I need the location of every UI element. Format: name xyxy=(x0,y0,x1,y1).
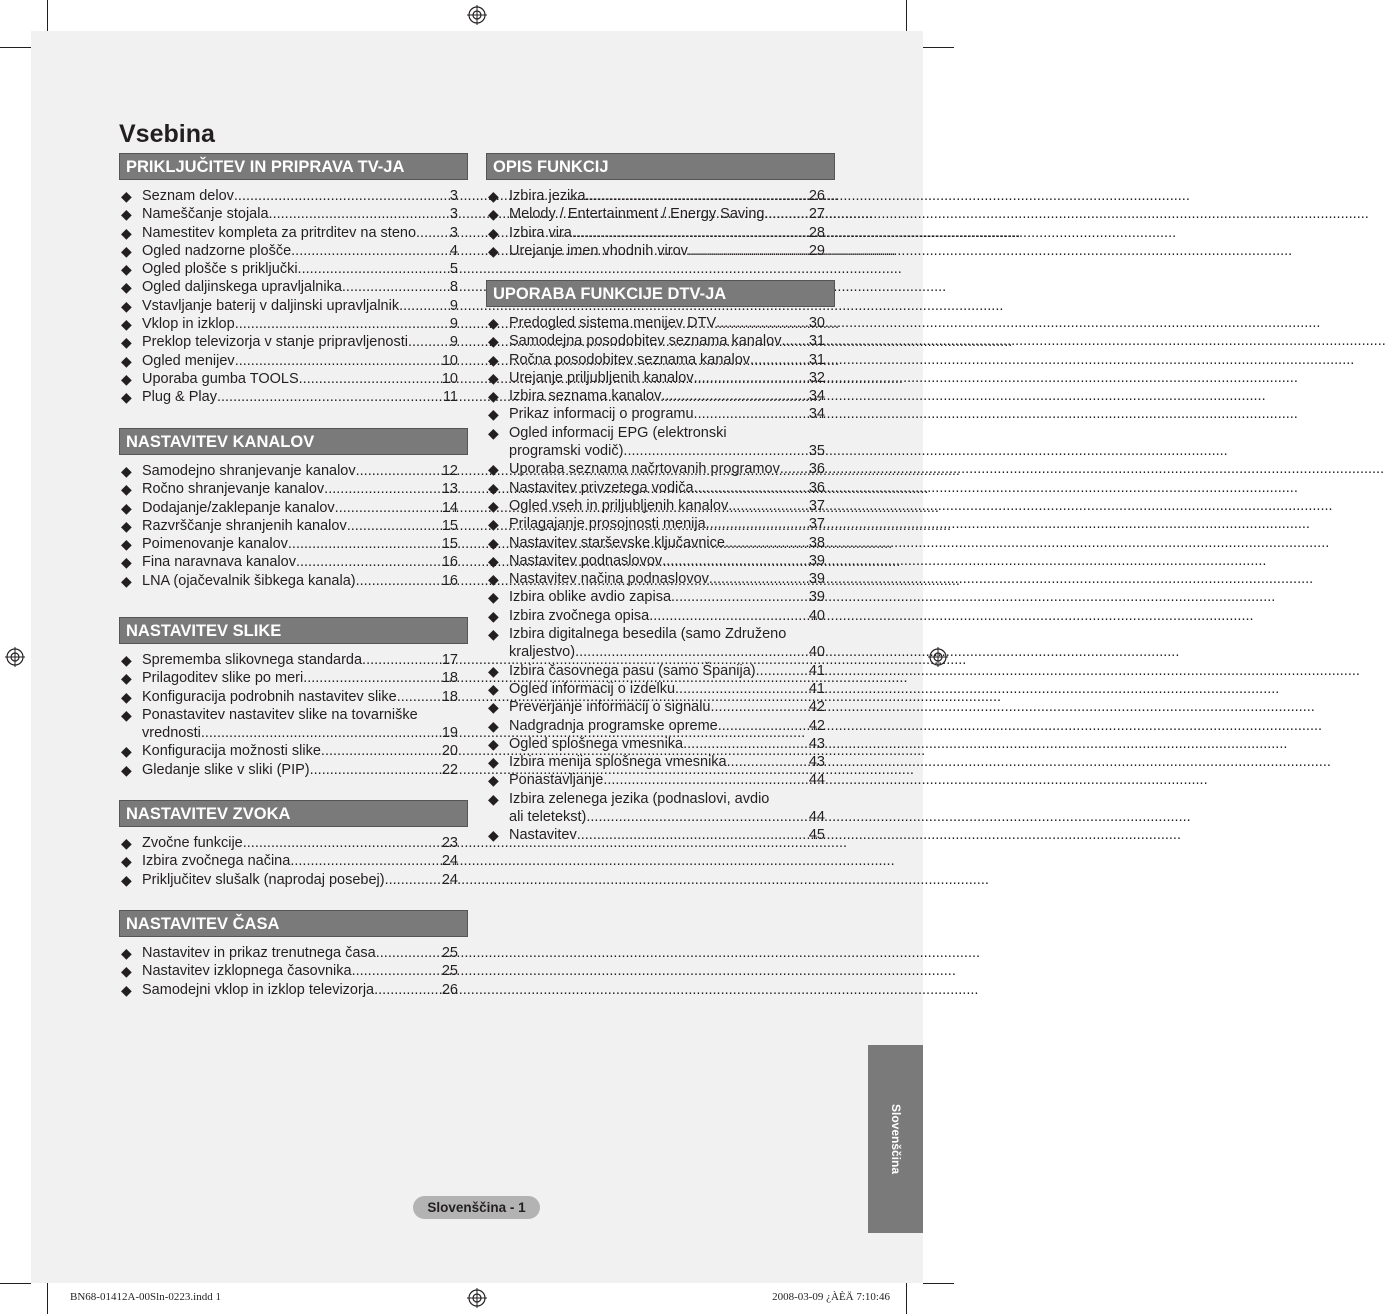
section-heading: NASTAVITEV SLIKE xyxy=(119,617,468,644)
toc-section xyxy=(486,153,835,260)
toc-entry xyxy=(486,205,835,223)
toc-entry-page: 30 xyxy=(808,315,825,331)
toc-entry-page: 20 xyxy=(441,743,458,760)
toc-entry-title: ◆ Plug & Play xyxy=(142,389,217,406)
toc-entry-title: ali teletekst) xyxy=(509,809,587,826)
toc-entry xyxy=(486,625,835,662)
crop-mark xyxy=(923,1283,954,1284)
toc-entry-page: 40 xyxy=(808,607,825,624)
toc-entry-page: 42 xyxy=(808,699,825,716)
leader-dots xyxy=(718,717,809,735)
toc-entry-title: ◆ Preklop televizorja v stanje pripravljenosti xyxy=(142,334,408,351)
toc-entry-title: ◆ Zvočne funkcije xyxy=(142,835,243,851)
toc-entry-page: 18 xyxy=(441,688,458,705)
toc-entry-page: 4 xyxy=(449,242,458,259)
toc-entry-title: ◆ Vklop in izklop xyxy=(142,316,235,333)
toc-entry xyxy=(486,771,835,789)
toc-entry-title: ◆ Ogled daljinskega upravljalnika xyxy=(142,279,342,296)
toc-entry-page: 24 xyxy=(441,871,458,888)
toc-entry xyxy=(119,278,468,296)
leader-dots xyxy=(347,517,442,535)
leader-dots xyxy=(376,944,442,962)
toc-entry-page: 42 xyxy=(808,717,825,734)
leader-dots xyxy=(356,572,442,590)
toc-entry-page: 17 xyxy=(441,652,458,668)
toc-entry xyxy=(119,333,468,351)
toc-entry-page: 10 xyxy=(441,352,458,369)
toc-entry-first-line: ◆ Ponastavitev nastavitev slike na tovarniške xyxy=(142,706,418,723)
crop-mark xyxy=(47,1283,48,1314)
toc-list xyxy=(486,187,835,260)
toc-entry-title: programski vodič) xyxy=(509,443,624,460)
leader-dots xyxy=(303,669,442,687)
toc-entry xyxy=(119,242,468,260)
leader-dots xyxy=(709,570,809,588)
toc-entry xyxy=(486,224,835,242)
leader-dots xyxy=(408,333,450,351)
toc-entry-title: ◆ Nastavitev načina podnaslovov xyxy=(509,571,709,588)
toc-entry-title: ◆ Ogled splošnega vmesnika xyxy=(509,735,684,752)
toc-entry xyxy=(486,662,835,680)
toc-entry-title: ◆ Izbira menija splošnega vmesnika xyxy=(509,754,727,771)
leader-dots xyxy=(688,242,809,260)
toc-entry-first-line: ◆ Izbira zelenega jezika (podnaslovi, avdio xyxy=(509,790,770,807)
toc-entry xyxy=(119,370,468,388)
toc-entry xyxy=(486,717,835,735)
registration-mark-icon xyxy=(5,647,25,667)
side-tab-label: Slovenščina xyxy=(888,1103,903,1175)
toc-section xyxy=(119,428,468,590)
toc-entry xyxy=(119,706,468,743)
toc-entry xyxy=(119,352,468,370)
toc-entry-page: 26 xyxy=(441,981,458,998)
toc-entry-title: ◆ Izbira časovnega pasu (samo Španija) xyxy=(509,662,756,679)
toc-entry xyxy=(119,517,468,535)
toc-entry-page: 9 xyxy=(449,334,458,351)
toc-entry-page: 41 xyxy=(808,662,825,679)
toc-entry xyxy=(119,962,468,980)
toc-entry xyxy=(119,499,468,517)
leader-dots xyxy=(243,834,442,852)
toc-entry-title: ◆ Preverjanje informacij o signalu xyxy=(509,699,711,716)
leader-dots xyxy=(577,826,809,844)
leader-dots xyxy=(765,205,809,223)
toc-entry-title: vrednosti xyxy=(142,725,201,742)
leader-dots xyxy=(291,242,450,260)
toc-entry-page: 9 xyxy=(449,297,458,314)
leader-dots xyxy=(374,981,442,999)
toc-entry-title: ◆ Izbira oblike avdio zapisa xyxy=(509,589,672,606)
toc-entry-title: ◆ Ponastavljanje xyxy=(509,772,604,789)
toc-entry-page: 13 xyxy=(441,481,458,498)
section-heading: NASTAVITEV KANALOV xyxy=(119,428,468,455)
leader-dots xyxy=(235,315,450,333)
leader-dots xyxy=(217,388,443,406)
toc-entry-first-line: ◆ Ogled informacij EPG (elektronski xyxy=(509,424,727,441)
toc-entry xyxy=(486,735,835,753)
leader-dots xyxy=(356,462,442,480)
toc-entry xyxy=(119,669,468,687)
toc-entry xyxy=(486,698,835,716)
toc-entry-page: 22 xyxy=(441,761,458,778)
toc-list xyxy=(119,462,468,590)
toc-entry xyxy=(486,790,835,827)
toc-entry-page: 3 xyxy=(449,188,458,204)
leader-dots xyxy=(711,698,809,716)
toc-entry xyxy=(119,205,468,223)
leader-dots xyxy=(706,515,809,533)
print-slug-left: BN68-01412A-00Sln-0223.indd 1 xyxy=(70,1291,221,1303)
toc-entry xyxy=(486,387,835,405)
section-heading: OPIS FUNKCIJ xyxy=(486,153,835,180)
leader-dots xyxy=(661,387,809,405)
section-heading: UPORABA FUNKCIJE DTV-JA xyxy=(486,280,835,307)
toc-entry-page: 3 xyxy=(449,224,458,241)
toc-entry xyxy=(486,479,835,497)
toc-entry-title: ◆ Nadgradnja programske opreme xyxy=(509,717,718,734)
toc-entry-page: 18 xyxy=(441,670,458,687)
toc-entry-title: ◆ Uporaba gumba TOOLS xyxy=(142,370,299,387)
toc-entry-title: ◆ Poimenovanje kanalov xyxy=(142,536,288,553)
toc-entry-title: ◆ LNA (ojačevalnik šibkega kanala) xyxy=(142,572,356,589)
toc-entry-title: ◆ Urejanje priljubljenih kanalov xyxy=(509,369,694,386)
toc-entry xyxy=(486,369,835,387)
toc-entry xyxy=(486,552,835,570)
toc-section xyxy=(486,280,835,845)
toc-entry xyxy=(119,388,468,406)
toc-entry-title: ◆ Nameščanje stojala xyxy=(142,206,269,223)
toc-entry-title: ◆ Izbira zvočnega opisa xyxy=(509,607,650,624)
toc-entry-page: 43 xyxy=(808,754,825,771)
leader-dots xyxy=(201,724,442,742)
toc-entry-page: 8 xyxy=(449,279,458,296)
toc-entry xyxy=(119,871,468,889)
toc-entry-page: 34 xyxy=(808,406,825,423)
toc-entry xyxy=(486,826,835,844)
toc-list xyxy=(119,944,468,999)
toc-entry-page: 26 xyxy=(808,188,825,204)
toc-entry-page: 39 xyxy=(808,552,825,569)
toc-entry-page: 16 xyxy=(441,554,458,571)
registration-mark-icon xyxy=(467,5,487,25)
toc-entry xyxy=(486,497,835,515)
toc-entry xyxy=(486,351,835,369)
leader-dots xyxy=(290,852,442,870)
toc-entry-title: ◆ Fina naravnava kanalov xyxy=(142,554,296,571)
leader-dots xyxy=(780,460,809,478)
print-slug-right: 2008-03-09 ¿ÀÈÄ 7:10:46 xyxy=(772,1291,890,1303)
leader-dots xyxy=(586,808,808,826)
toc-entry-title: ◆ Predogled sistema menijev DTV xyxy=(509,315,717,331)
leader-dots xyxy=(694,369,809,387)
toc-entry-page: 45 xyxy=(808,827,825,844)
toc-entry xyxy=(119,761,468,779)
toc-entry-title: ◆ Konfiguracija podrobnih nastavitev slike xyxy=(142,688,397,705)
toc-section xyxy=(119,800,468,889)
toc-entry-title: ◆ Seznam delov xyxy=(142,188,234,204)
leader-dots xyxy=(623,442,808,460)
toc-entry xyxy=(486,242,835,260)
toc-entry xyxy=(486,753,835,771)
toc-entry-page: 40 xyxy=(808,644,825,661)
toc-entry-page: 16 xyxy=(441,572,458,589)
toc-entry xyxy=(486,187,835,205)
toc-list xyxy=(486,314,835,845)
toc-list xyxy=(119,834,468,889)
toc-entry-title: ◆ Nastavitev starševske ključavnice xyxy=(509,534,725,551)
toc-entry-title: ◆ Izbira vira xyxy=(509,224,572,241)
toc-entry-title: ◆ Izbira jezika xyxy=(509,188,586,204)
toc-entry xyxy=(486,515,835,533)
toc-entry xyxy=(119,297,468,315)
toc-entry-page: 27 xyxy=(808,206,825,223)
leader-dots xyxy=(234,187,450,205)
toc-entry xyxy=(119,462,468,480)
toc-entry-title: ◆ Razvrščanje shranjenih kanalov xyxy=(142,517,347,534)
toc-entry-title: ◆ Izbira seznama kanalov xyxy=(509,388,662,405)
toc-entry-page: 25 xyxy=(441,963,458,980)
crop-mark xyxy=(923,47,954,48)
leader-dots xyxy=(725,534,809,552)
toc-entry-title: ◆ Ogled vseh in priljubljenih kanalov xyxy=(509,497,729,514)
toc-entry xyxy=(486,314,835,332)
toc-list xyxy=(119,651,468,779)
language-side-tab xyxy=(868,1045,923,1233)
toc-entry xyxy=(486,424,835,461)
toc-entry-title: ◆ Prilagajanje prosojnosti menija xyxy=(509,516,706,533)
toc-entry-title: ◆ Nastavitev in prikaz trenutnega časa xyxy=(142,945,376,961)
crop-mark xyxy=(0,1283,31,1284)
leader-dots xyxy=(649,607,809,625)
toc-entry-page: 39 xyxy=(808,571,825,588)
toc-entry-page: 11 xyxy=(442,389,458,406)
toc-entry-title: ◆ Urejanje imen vhodnih virov xyxy=(509,242,688,259)
leader-dots xyxy=(321,742,442,760)
toc-entry-page: 15 xyxy=(441,517,458,534)
toc-entry-title: ◆ Ročna posodobitev seznama kanalov xyxy=(509,351,751,368)
toc-entry-page: 24 xyxy=(441,853,458,870)
toc-entry-page: 31 xyxy=(808,351,825,368)
leader-dots xyxy=(362,651,442,669)
crop-mark xyxy=(906,1283,907,1314)
toc-entry-title: ◆ Dodajanje/zaklepanje kanalov xyxy=(142,499,335,516)
registration-mark-icon xyxy=(467,1288,487,1308)
toc-entry-page: 10 xyxy=(441,370,458,387)
crop-mark xyxy=(47,0,48,31)
toc-entry-page: 5 xyxy=(449,261,458,278)
toc-entry xyxy=(119,187,468,205)
toc-entry-page: 39 xyxy=(808,589,825,606)
leader-dots xyxy=(716,314,809,332)
leader-dots xyxy=(342,278,450,296)
toc-entry-title: ◆ Konfiguracija možnosti slike xyxy=(142,743,321,760)
page-number-badge: Slovenščina - 1 xyxy=(413,1196,540,1219)
toc-entry-page: 43 xyxy=(808,735,825,752)
toc-entry-title: ◆ Nastavitev privzetega vodiča xyxy=(509,479,694,496)
toc-entry-page: 9 xyxy=(449,316,458,333)
toc-section xyxy=(119,617,468,779)
toc-entry-title: ◆ Sprememba slikovnega standarda xyxy=(142,652,363,668)
toc-entry-title: ◆ Izbira zvočnega načina xyxy=(142,853,291,870)
leader-dots xyxy=(298,260,450,278)
toc-entry xyxy=(486,680,835,698)
leader-dots xyxy=(310,761,442,779)
toc-entry-page: 15 xyxy=(441,536,458,553)
toc-entry-title: kraljestvo) xyxy=(509,644,576,661)
toc-entry-title: ◆ Samodejna posodobitev seznama kanalov xyxy=(509,333,782,350)
toc-entry-first-line: ◆ Izbira digitalnega besedila (samo Združeno xyxy=(509,626,787,643)
leader-dots xyxy=(324,480,442,498)
toc-entry xyxy=(119,480,468,498)
section-heading: PRIKLJUČITEV IN PRIPRAVA TV-JA xyxy=(119,153,468,180)
leader-dots xyxy=(335,499,442,517)
toc-entry-title: ◆ Ogled nadzorne plošče xyxy=(142,242,292,259)
toc-entry-title: ◆ Nastavitev xyxy=(509,827,577,844)
toc-entry-title: ◆ Priključitev slušalk (naprodaj posebej) xyxy=(142,871,385,888)
toc-entry-page: 25 xyxy=(441,945,458,961)
leader-dots xyxy=(385,871,442,889)
toc-entry xyxy=(119,572,468,590)
toc-entry xyxy=(486,405,835,423)
toc-entry-page: 28 xyxy=(808,224,825,241)
leader-dots xyxy=(781,332,808,350)
leader-dots xyxy=(399,297,450,315)
leader-dots xyxy=(675,680,809,698)
toc-entry xyxy=(119,688,468,706)
toc-entry xyxy=(119,944,468,962)
toc-entry-title: ◆ Namestitev kompleta za pritrditev na steno xyxy=(142,224,417,241)
toc-entry-page: 14 xyxy=(441,499,458,516)
leader-dots xyxy=(397,688,442,706)
toc-section xyxy=(119,153,468,407)
toc-section xyxy=(119,910,468,999)
leader-dots xyxy=(756,662,809,680)
toc-entry-page: 44 xyxy=(808,772,825,789)
toc-entry xyxy=(119,742,468,760)
toc-entry xyxy=(119,535,468,553)
leader-dots xyxy=(288,535,442,553)
leader-dots xyxy=(572,224,809,242)
toc-entry-page: 44 xyxy=(808,809,825,826)
leader-dots xyxy=(296,553,442,571)
toc-entry xyxy=(486,534,835,552)
toc-entry xyxy=(119,553,468,571)
toc-entry xyxy=(119,981,468,999)
leader-dots xyxy=(662,552,809,570)
toc-entry xyxy=(486,332,835,350)
leader-dots xyxy=(728,497,809,515)
page-title: Vsebina xyxy=(119,120,215,148)
toc-entry-page: 19 xyxy=(441,725,458,742)
toc-entry xyxy=(119,224,468,242)
toc-entry-page: 3 xyxy=(449,206,458,223)
toc-entry-page: 37 xyxy=(808,497,825,514)
toc-entry-page: 32 xyxy=(808,369,825,386)
leader-dots xyxy=(671,588,809,606)
toc-entry-page: 35 xyxy=(808,443,825,460)
toc-entry-title: ◆ Prilagoditev slike po meri xyxy=(142,670,304,687)
leader-dots xyxy=(750,351,809,369)
toc-entry xyxy=(119,315,468,333)
toc-entry-title: ◆ Ogled informacij o izdelku xyxy=(509,680,676,697)
toc-entry-title: ◆ Ročno shranjevanje kanalov xyxy=(142,481,325,498)
toc-entry-page: 36 xyxy=(808,461,825,478)
toc-entry xyxy=(486,588,835,606)
toc-entry-page: 23 xyxy=(441,835,458,851)
section-heading: NASTAVITEV ČASA xyxy=(119,910,468,937)
toc-entry-title: ◆ Ogled menijev xyxy=(142,352,235,369)
toc-entry-page: 41 xyxy=(808,680,825,697)
leader-dots xyxy=(269,205,450,223)
leader-dots xyxy=(694,479,809,497)
toc-entry-page: 34 xyxy=(808,388,825,405)
leader-dots xyxy=(694,405,809,423)
section-heading: NASTAVITEV ZVOKA xyxy=(119,800,468,827)
toc-entry-page: 37 xyxy=(808,516,825,533)
toc-entry xyxy=(119,834,468,852)
toc-entry xyxy=(486,607,835,625)
toc-entry-title: ◆ Vstavljanje baterij v daljinski upravljalnik xyxy=(142,297,400,314)
leader-dots xyxy=(575,643,809,661)
toc-entry xyxy=(119,260,468,278)
toc-entry-page: 31 xyxy=(808,333,825,350)
leader-dots xyxy=(603,771,809,789)
toc-entry xyxy=(119,651,468,669)
leader-dots xyxy=(235,352,442,370)
leader-dots xyxy=(299,370,442,388)
toc-entry-title: ◆ Uporaba seznama načrtovanih programov xyxy=(509,461,780,478)
toc-entry-page: 29 xyxy=(808,242,825,259)
toc-entry-title: ◆ Nastavitev podnaslovov xyxy=(509,552,663,569)
toc-entry-title: ◆ Prikaz informacij o programu xyxy=(509,406,694,423)
toc-entry xyxy=(119,852,468,870)
toc-entry-title: ◆ Nastavitev izklopnega časovnika xyxy=(142,963,352,980)
leader-dots xyxy=(352,962,442,980)
crop-mark xyxy=(0,47,31,48)
toc-entry-title: ◆ Melody / Entertainment / Energy Saving xyxy=(509,206,765,223)
leader-dots xyxy=(727,753,809,771)
toc-entry-page: 38 xyxy=(808,534,825,551)
toc-entry-title: ◆ Samodejni vklop in izklop televizorja xyxy=(142,981,375,998)
toc-entry-title: ◆ Samodejno shranjevanje kanalov xyxy=(142,463,356,479)
leader-dots xyxy=(416,224,450,242)
leader-dots xyxy=(683,735,809,753)
toc-entry-title: ◆ Ogled plošče s priključki xyxy=(142,261,298,278)
toc-entry-title: ◆ Gledanje slike v sliki (PIP) xyxy=(142,761,310,778)
toc-list xyxy=(119,187,468,407)
toc-entry xyxy=(486,570,835,588)
crop-mark xyxy=(906,0,907,31)
toc-entry xyxy=(486,460,835,478)
leader-dots xyxy=(586,187,809,205)
toc-entry-page: 12 xyxy=(441,463,458,479)
toc-entry-page: 36 xyxy=(808,479,825,496)
